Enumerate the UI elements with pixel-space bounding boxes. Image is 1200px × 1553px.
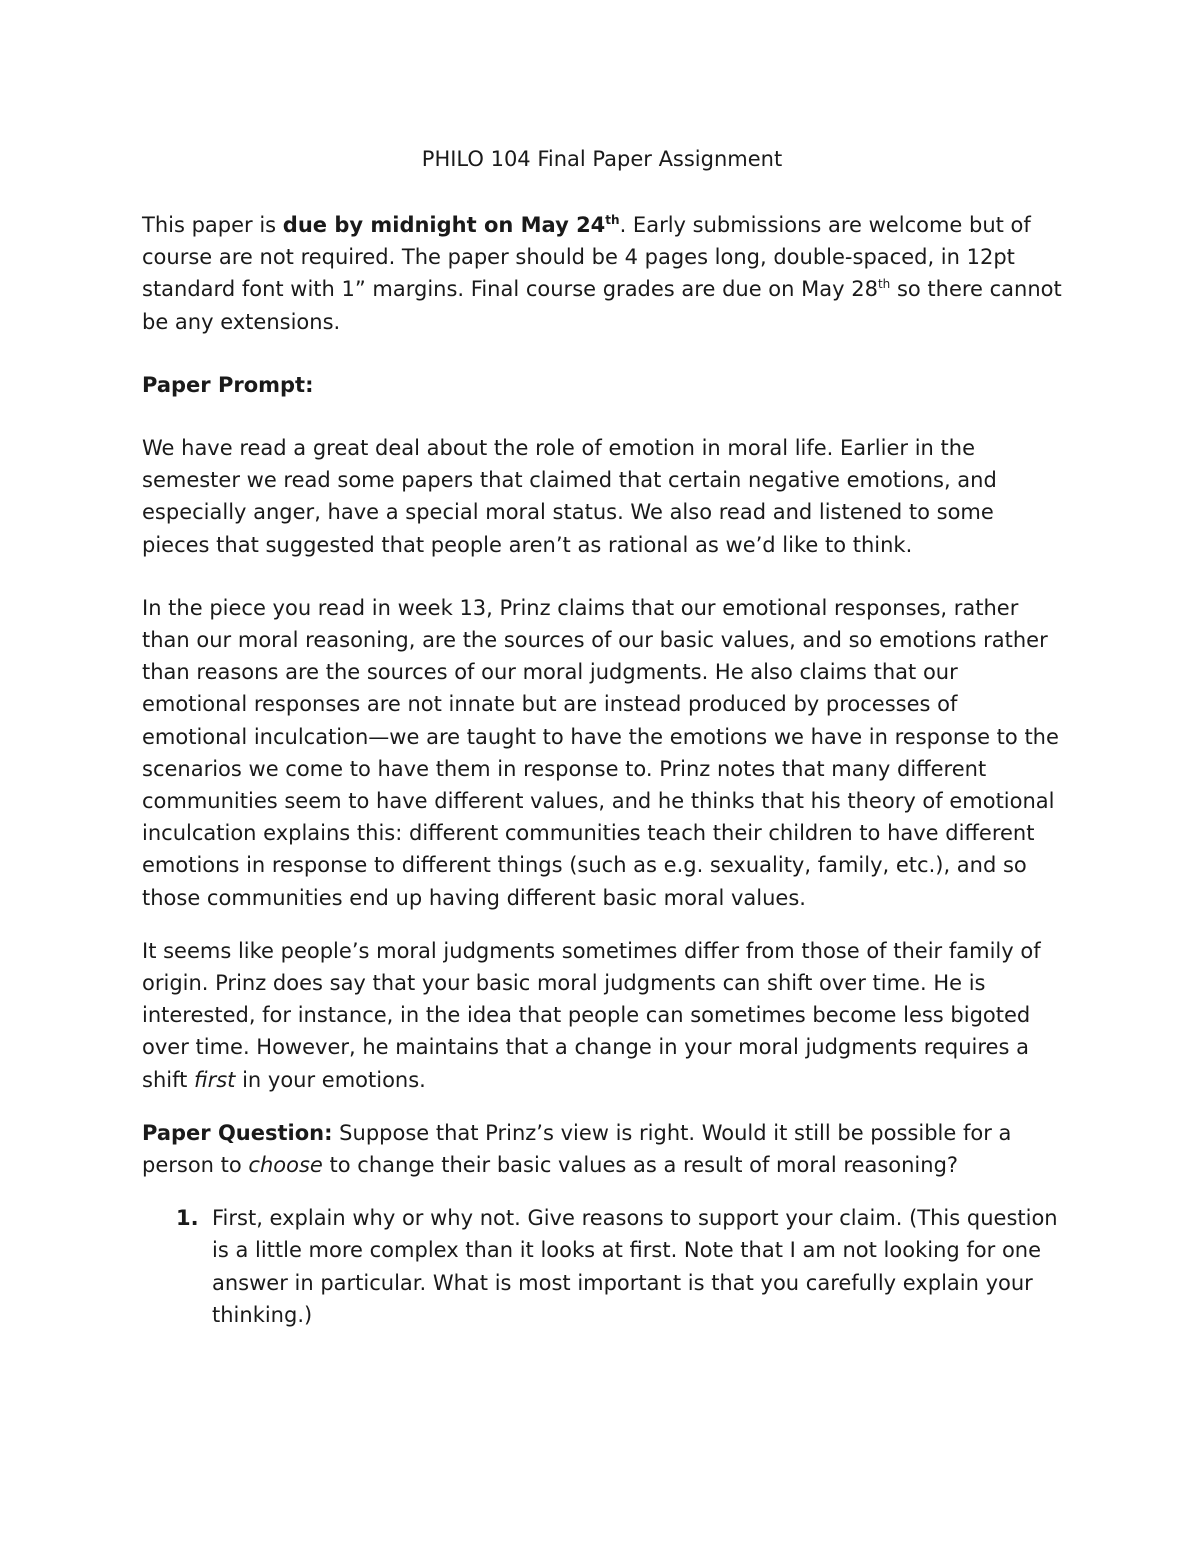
list-item	[142, 1202, 1062, 1331]
page-title: PHILO 104 Final Paper Assignment	[421, 147, 783, 171]
prompt-paragraph-2: In the piece you read in week 13, Prinz claims that our emotional responses, rather than our moral reasoning, are the sources of our basic values, and so emotions rather than reasons are the sources of our moral judgments. He also claims that our emotional responses are not innate but are instead produced by processes of emotional inculcation—we are taught to have the emotions we have in response to the scenarios we come to have them in response to. Prinz notes that many different communities seem to have different values, and he thinks that his theory of emotional inculcation explains this: different communities teach their children to have different emotions in response to different things (such as e.g. sexuality, family, etc.), and so those communities end up having different basic moral values.	[142, 595, 1059, 910]
prompt-heading: Paper Prompt:	[142, 372, 314, 397]
list-item-text: First, explain why or why not. Give reasons to support your claim. (This question is a little more complex than it looks at first. Note that I am not looking for one answer in particular. What is most important is that you carefully explain your thinking.)	[212, 1206, 1058, 1327]
paper-question: Paper Question: Suppose that Prinz’s view is right. Would it still be possible for a person to choose to change their basic values as a result of moral reasoning?	[142, 1120, 1012, 1178]
prompt-paragraph-3: It seems like people’s moral judgments sometimes differ from those of their family of origin. Prinz does say that your basic moral judgments can shift over time. He is interested, for instance, in the idea that people can sometimes become less bigoted over time. However, he maintains that a change in your moral judgments requires a shift first in your emotions.	[142, 938, 1041, 1092]
due-date: due by midnight on May 24th	[282, 213, 620, 237]
prompt-paragraph-1: We have read a great deal about the role of emotion in moral life. Earlier in the semester we read some papers that claimed that certain negative emotions, and especially anger, have a special moral status. We also read and listened to some pieces that suggested that people aren’t as rational as we’d like to think.	[142, 436, 997, 557]
paper-question-label: Paper Question:	[142, 1120, 333, 1145]
list-item-number: 1.	[176, 1206, 199, 1231]
question-list	[142, 1202, 1062, 1331]
document-page	[142, 130, 1062, 1331]
intro-paragraph: This paper is due by midnight on May 24th. Early submissions are welcome but of course are not required. The paper should be 4 pages long, double-spaced, in 12pt standard font with 1” margins. Final course grades are due on May 28th so there cannot be any extensions.	[142, 213, 1062, 334]
